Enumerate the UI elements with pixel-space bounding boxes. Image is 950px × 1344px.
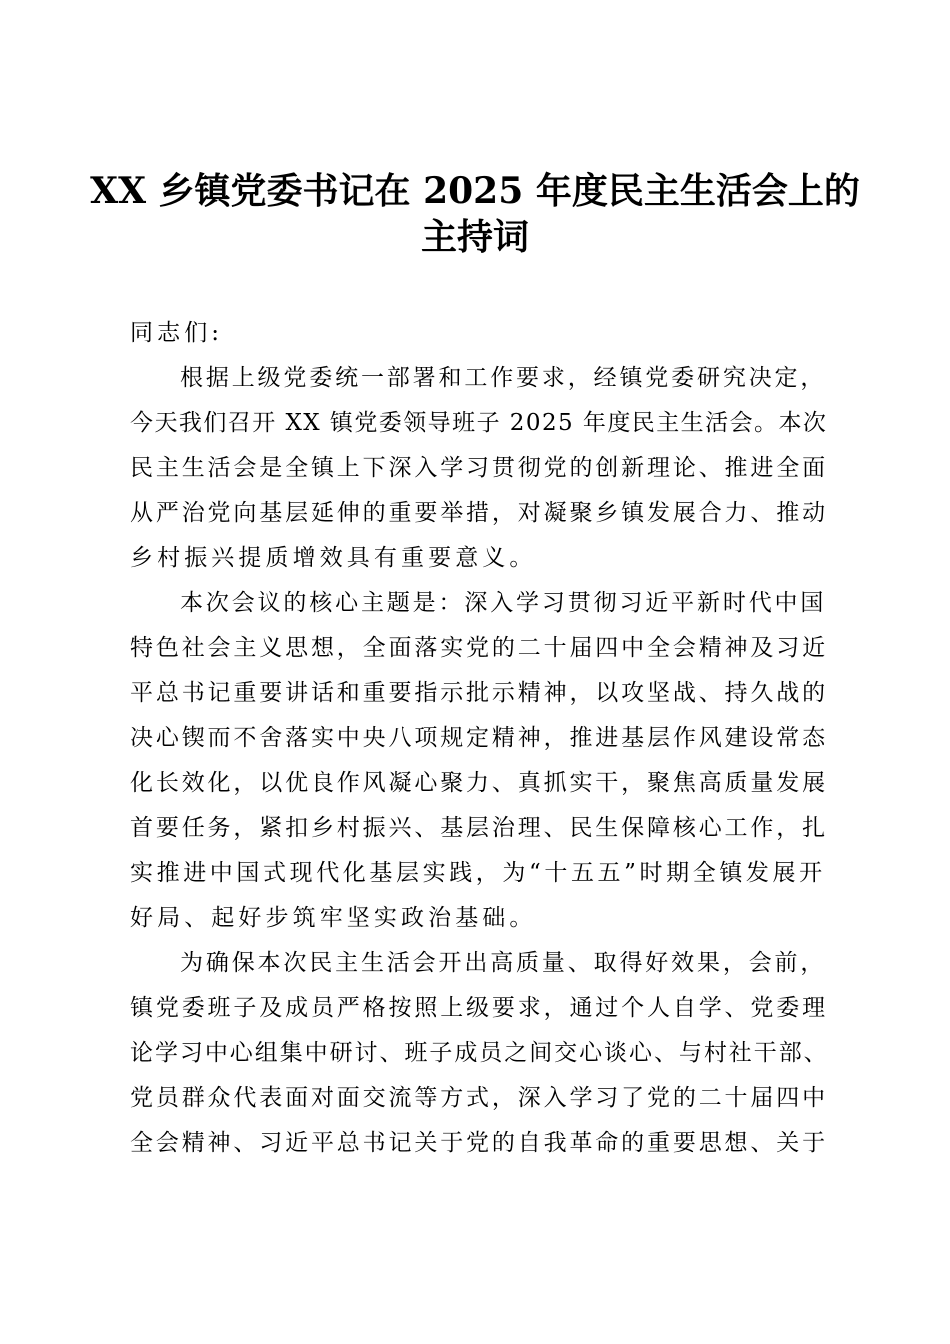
paragraph-1-line-2: 今天我们召开 XX 镇党委领导班子 2025 年度民主生活会。本次 [130,410,828,436]
paragraph-3-line-5: 全会精神、习近平总书记关于党的自我革命的重要思想、关于 [130,1130,828,1156]
paragraph-2-line-7: 实推进中国式现代化基层实践，为“十五五”时期全镇发展开 [130,860,826,886]
paragraph-1-line-5: 乡村振兴提质增效具有重要意义。 [130,545,537,571]
paragraph-3-line-4: 党员群众代表面对面交流等方式，深入学习了党的二十届四中 [130,1085,828,1111]
document-title [60,168,890,260]
paragraph-2-line-5: 化长效化，以优良作风凝心聚力、真抓实干，聚焦高质量发展 [130,770,828,796]
paragraph-2-line-4: 决心锲而不舍落实中央八项规定精神，推进基层作风建设常态 [130,725,828,751]
paragraph-2-line-8: 好局、起好步筑牢坚实政治基础。 [130,905,537,931]
title-line-1: XX 乡镇党委书记在 2025 年度民主生活会上的 [90,170,860,212]
paragraph-2-line-2: 特色社会主义思想，全面落实党的二十届四中全会精神及习近 [130,635,828,661]
title-line-2: 主持词 [420,216,529,258]
document-body [130,311,830,1166]
paragraph-2-line-1: 本次会议的核心主题是：深入学习贯彻习近平新时代中国 [180,590,827,616]
paragraph-1-line-1: 根据上级党委统一部署和工作要求，经镇党委研究决定， [180,365,827,391]
paragraph-3-line-3: 论学习中心组集中研讨、班子成员之间交心谈心、与村社干部、 [130,1040,829,1066]
paragraph-2-line-6: 首要任务，紧扣乡村振兴、基层治理、民生保障核心工作，扎 [130,815,828,841]
salutation: 同志们: [130,320,224,346]
paragraph-3-line-2: 镇党委班子及成员严格按照上级要求，通过个人自学、党委理 [130,995,828,1021]
paragraph-2-line-3: 平总书记重要讲话和重要指示批示精神，以攻坚战、持久战的 [130,680,828,706]
paragraph-1-line-4: 从严治党向基层延伸的重要举措，对凝聚乡镇发展合力、推动 [130,500,828,526]
paragraph-1-line-3: 民主生活会是全镇上下深入学习贯彻党的创新理论、推进全面 [130,455,828,481]
paragraph-3-line-1: 为确保本次民主生活会开出高质量、取得好效果，会前， [180,950,827,976]
